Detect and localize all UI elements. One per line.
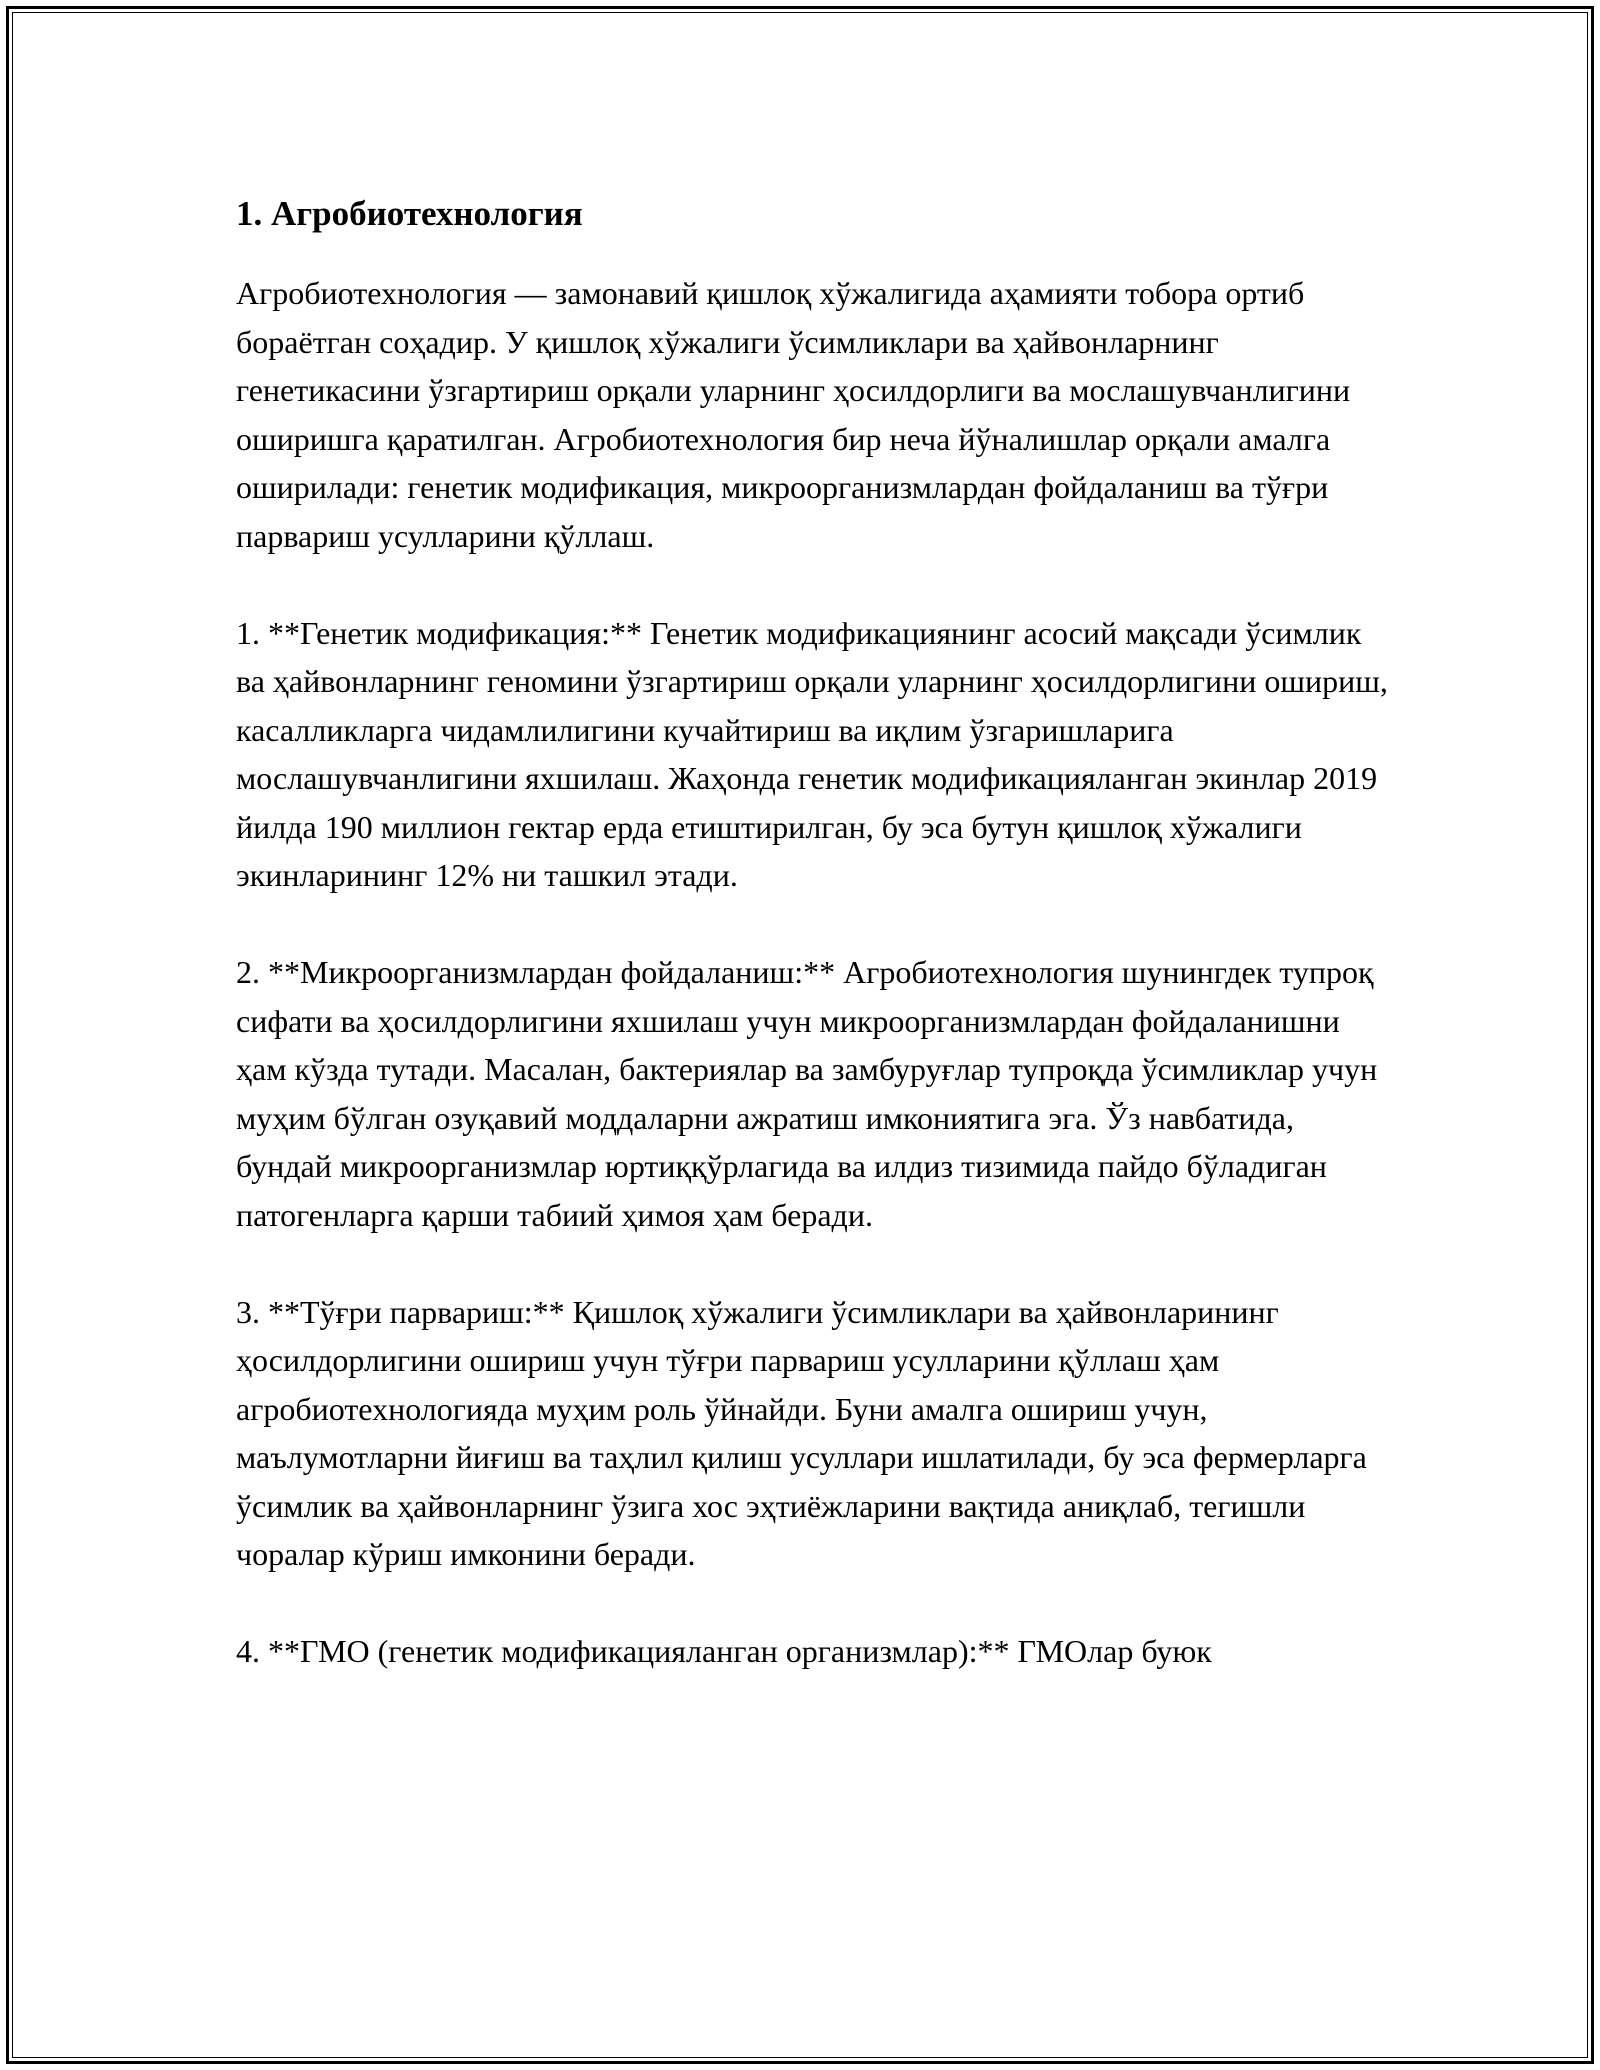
section-gmo: 4. **ГМО (генетик модификацияланган организмлар):** ГМОлар буюк xyxy=(236,1633,1212,1669)
section-proper-care: 3. **Тўғри парвариш:** Қишлоқ хўжалиги ўсимликлари ва ҳайвонларининг ҳосилдорлигини ошириш учун тўғри парвариш усулларини қўллаш ҳам агробиотехнологияда муҳим роль ўйнайди. Буни амалга ошириш учун, маълумотларни йиғиш ва таҳлил қилиш усуллари ишлатилади, бу эса фермерларга ўсимлик ва ҳайвонларнинг ўзига хос эҳтиёжларини вақтида аниқлаб, тегишли чоралар кўриш имконини беради. xyxy=(236,1293,1367,1572)
intro-paragraph: Агробиотехнология — замонавий қишлоқ хўжалигида аҳамияти тобора ортиб бораётган соҳадир. У қишлоқ хўжалиги ўсимликлари ва ҳайвонларнинг генетикасини ўзгартириш орқали уларнинг ҳосилдорлиги ва мослашувчанлигини оширишга қаратилган. Агробиотехнология бир неча йўналишлар орқали амалга оширилади: генетик модификация, микроорганизмлардан фойдаланиш ва тўғри парвариш усулларини қўллаш. xyxy=(236,275,1351,554)
section-microorganisms: 2. **Микроорганизмлардан фойдаланиш:** Агробиотехнология шунингдек тупроқ сифати ва ҳосилдорлигини яхшилаш учун микроорганизмлардан фойдаланишни ҳам кўзда тутади. Масалан, бактериялар ва замбуруғлар тупроқда ўсимликлар учун муҳим бўлган озуқавий моддаларни ажратиш имкониятига эга. Ўз навбатида, бундай микроорганизмлар юртиққўрлагида ва илдиз тизимида пайдо бўладиган патогенларга қарши табиий ҳимоя ҳам беради. xyxy=(236,954,1378,1233)
document-title: 1. Агробиотехнология xyxy=(236,194,583,233)
section-genetic-modification: 1. **Генетик модификация:** Генетик модификациянинг асосий мақсади ўсимлик ва ҳайвонларнинг геномини ўзгартириш орқали уларнинг ҳосилдорлигини ошириш, касалликларга чидамлилигини кучайтириш ва иқлим ўзгаришларига мослашувчанлигини яхшилаш. Жаҳонда генетик модификацияланган экинлар 2019 йилда 190 миллион гектар ерда етиштирилган, бу эса бутун қишлоқ хўжалиги экинларининг 12% ни ташкил этади. xyxy=(236,614,1388,893)
document-body xyxy=(236,185,1396,1676)
